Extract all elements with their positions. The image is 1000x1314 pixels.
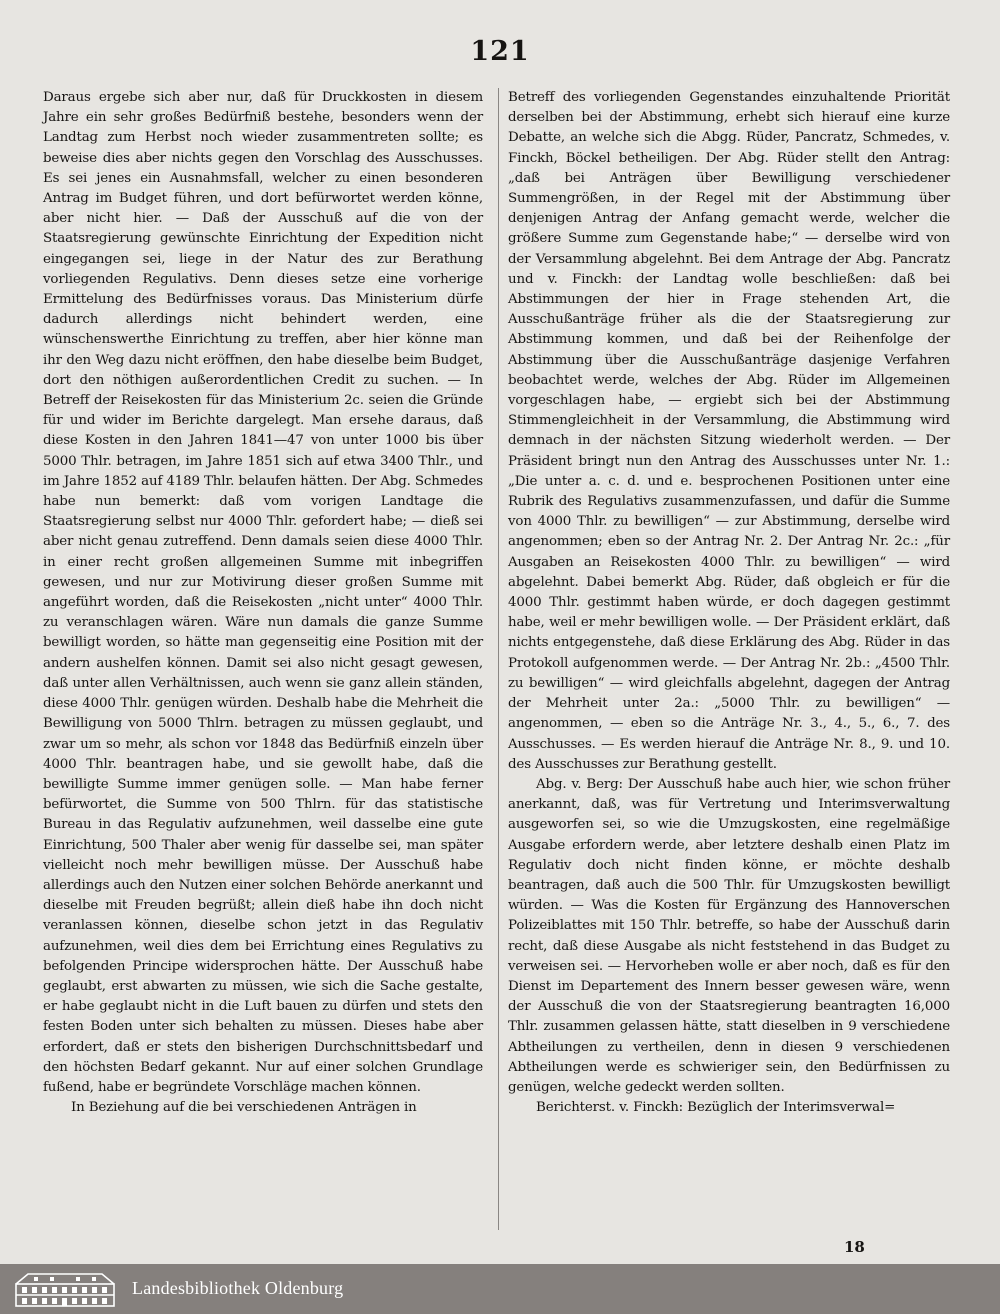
- column-divider: [498, 88, 499, 1230]
- right-paragraph-1: Betreff des vorliegenden Gegenstandes einzuhaltende Priorität derselben bei der Abstimmung, erhebt sich hierauf eine kurze Debatte, an welche sich die Abgg. Rüder, Pancratz, Schmedes, v. Finckh, Böckel betheiligen. Der Abg. Rüder stellt den Antrag: „daß bei Anträgen über Bewilligung verschiedener Summengrößen, in der Regel mit der Abstimmung über denjenigen Antrag der Anfang gemacht werde, welcher die größere Summe zum Gegenstande habe;“ — derselbe wird von der Versammlung abgelehnt. Bei dem Antrage der Abg. Pancratz und v. Finckh: der Landtag wolle beschließen: daß bei Abstimmungen der hier in Frage stehenden Art, die Ausschußanträge früher als die der Staatsregierung zur Abstimmung kommen, und daß bei der Reihenfolge der Abstimmung über die Ausschußanträge dasjenige Verfahren beobachtet werde, welches der Abg. Rüder im Allgemeinen vorgeschlagen habe, — ergiebt sich bei der Abstimmung Stimmengleichheit in der Versammlung, die Abstimmung wird demnach in der nächsten Sitzung wiederholt werden. — Der Präsident bringt nun den Antrag des Ausschusses unter Nr. 1.: „Die unter a. c. d. und e. besprochenen Positionen unter eine Rubrik des Regulativs zusammenzufassen, und dafür die Summe von 4000 Thlr. zu bewilligen“ — zur Abstimmung, derselbe wird angenommen; eben so der Antrag Nr. 2. Der Antrag Nr. 2c.: „für Ausgaben an Reisekosten 4000 Thlr. zu bewilligen“ — wird abgelehnt. Dabei bemerkt Abg. Rüder, daß obgleich er für die 4000 Thlr. gestimmt haben würde, er doch dagegen gestimmt habe, weil er mehr bewilligen wolle. — Der Präsident erklärt, daß nichts entgegenstehe, daß diese Erklärung des Abg. Rüder in das Protokoll aufgenommen werde. — Der Antrag Nr. 2b.: „4500 Thlr. zu bewilligen“ — wird gleichfalls abgelehnt, dagegen der Antrag der Mehrheit unter 2a.: „5000 Thlr. zu bewilligen“ — angenommen, — eben so die Anträge Nr. 3., 4., 5., 6., 7. des Ausschusses. — Es werden hierauf die Anträge Nr. 8., 9. und 10. des Ausschusses zur Berathung gestellt.: [508, 90, 950, 772]
- footer-bar: [0, 1264, 1000, 1314]
- library-building-icon: [10, 1270, 120, 1308]
- page-number: 121: [470, 36, 530, 67]
- right-column: [508, 88, 950, 1118]
- left-paragraph-1: Daraus ergebe sich aber nur, daß für Druckkosten in diesem Jahre ein sehr großes Bedürfniß bestehe, besonders wenn der Landtag zum Herbst noch wieder zusammentreten sollte; es beweise dies aber nichts gegen den Vorschlag des Ausschusses. Es sei jenes ein Ausnahmsfall, welcher zu einen besonderen Antrag im Budget führen, und dort befürwortet werden könne, aber nicht hier. — Daß der Ausschuß auf die von der Staatsregierung gewünschte Einrichtung der Expedition nicht eingegangen sei, liege in der Natur des zur Berathung vorliegenden Regulativs. Denn dieses setze eine vorherige Ermittelung des Bedürfnisses voraus. Das Ministerium dürfe dadurch allerdings nicht behindert werden, eine wünschenswerthe Einrichtung zu treffen, aber hier könne man ihr den Weg dazu nicht eröffnen, den habe dieselbe beim Budget, dort den nöthigen außerordentlichen Credit zu suchen. — In Betreff der Reisekosten für das Ministerium 2c. seien die Gründe für und wider im Berichte dargelegt. Man ersehe daraus, daß diese Kosten in den Jahren 1841—47 von unter 1000 bis über 5000 Thlr. betragen, im Jahre 1851 sich auf etwa 3400 Thlr., und im Jahre 1852 auf 4189 Thlr. belaufen hätten. Der Abg. Schmedes habe nun bemerkt: daß vom vorigen Landtage die Staatsregierung selbst nur 4000 Thlr. gefordert habe; — dieß sei aber nicht genau zutreffend. Denn damals seien diese 4000 Thlr. in einer recht großen allgemeinen Summe mit inbegriffen gewesen, und nur zur Motivirung dieser großen Summe mit angeführt worden, daß die Reisekosten „nicht unter“ 4000 Thlr. zu veranschlagen wären. Wäre nun damals die ganze Summe bewilligt worden, so hätte man gegenseitig eine Position mit der andern aushelfen können. Damit sei also nicht gesagt gewesen, daß unter allen Verhältnissen, auch wenn sie ganz allein ständen, diese 4000 Thlr. genügen würden. Deshalb habe die Mehrheit die Bewilligung von 5000 Thlrn. betragen zu müssen geglaubt, und zwar um so mehr, als schon vor 1848 das Bedürfniß einzeln über 4000 Thlr. beantragen habe, und sie gewollt habe, daß die bewilligte Summe immer genügen solle. — Man habe ferner befürwortet, die Summe von 500 Thlrn. für das statistische Bureau in das Regulativ aufzunehmen, weil dasselbe eine gute Einrichtung, 500 Thaler aber wenig für dasselbe sei, man später vielleicht noch mehr bewilligen müsse. Der Ausschuß habe allerdings auch den Nutzen einer solchen Behörde anerkannt und dieselbe mit Freuden begrüßt; allein dieß habe ihn doch nicht veranlassen können, dieselbe schon jetzt in das Regulativ aufzunehmen, weil dies dem bei Errichtung eines Regulativs zu befolgenden Principe widersprochen hätte. Der Ausschuß habe geglaubt, erst abwarten zu müssen, wie sich die Sache gestalte, er habe geglaubt nicht in die Luft bauen zu dürfen und stets den festen Boden unter sich behalten zu müssen. Dieses habe aber erfordert, daß er stets den bisherigen Durchschnittsbedarf und den höchsten Bedarf gekannt. Nur auf einer solchen Grundlage fußend, habe er begründete Vorschläge machen können.: [43, 90, 483, 1095]
- right-paragraph-3: Berichterst. v. Finckh: Bezüglich der Interimsverwal=: [536, 1100, 896, 1116]
- signature-mark: 18: [844, 1238, 865, 1256]
- left-column: [43, 88, 483, 1118]
- right-paragraph-2: Abg. v. Berg: Der Ausschuß habe auch hier, wie schon früher anerkannt, daß, was für Vertretung und Interimsverwaltung ausgeworfen sei, so wie die Umzugskosten, eine regelmäßige Ausgabe erfordern werde, aber letztere deshalb einen Platz im Regulativ doch nicht finden könne, er möchte deshalb beantragen, daß auch die 500 Thlr. für Umzugskosten bewilligt würden. — Was die Kosten für Ergänzung des Hannoverschen Polizeiblattes mit 150 Thlr. betreffe, so habe der Ausschuß darin recht, daß diese Ausgabe als nicht feststehend in das Budget zu verweisen sei. — Hervorheben wolle er aber noch, daß es für den Dienst im Departement des Innern besser gewesen wäre, wenn der Ausschuß die von der Staatsregierung beantragten 16,000 Thlr. zusammen gelassen hätte, statt dieselben in 9 verschiedene Abtheilungen zu vertheilen, denn in diesen 9 verschiedenen Abtheilungen werde es schwieriger sein, den Bedürfnissen zu genügen, welche gedeckt werden sollten.: [508, 776, 950, 1095]
- left-paragraph-2: In Beziehung auf die bei verschiedenen Anträgen in: [71, 1100, 417, 1116]
- library-name[interactable]: Landesbibliothek Oldenburg: [132, 1278, 344, 1298]
